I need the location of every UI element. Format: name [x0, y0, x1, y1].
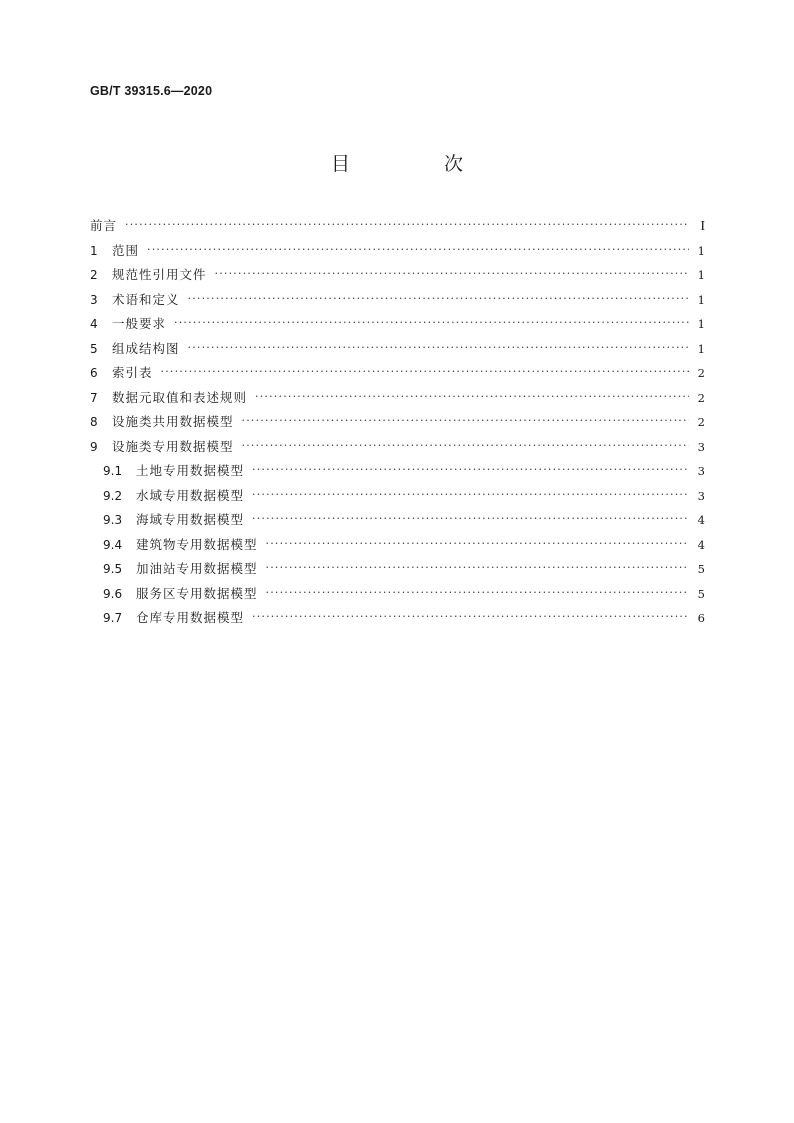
toc-dot-leader — [242, 439, 689, 452]
table-of-contents — [90, 216, 705, 633]
toc-entry-title: 术语和定义 — [112, 291, 180, 307]
toc-dot-leader — [252, 512, 689, 525]
toc-entry-number: 9 — [90, 439, 98, 454]
toc-entry-page-number: 5 — [697, 586, 705, 601]
toc-entry-title: 建筑物专用数据模型 — [136, 536, 258, 552]
toc-entry-page-number: 1 — [697, 341, 705, 356]
toc-entry-title: 设施类专用数据模型 — [112, 438, 234, 454]
toc-entry[interactable] — [90, 486, 705, 511]
toc-entry-number: 8 — [90, 415, 98, 429]
toc-entry-title: 加油站专用数据模型 — [136, 561, 258, 576]
toc-entry-number: 7 — [90, 390, 98, 405]
toc-entry-number: 4 — [90, 317, 98, 331]
toc-entry[interactable] — [90, 412, 705, 437]
toc-entry-page-number: 2 — [697, 390, 705, 405]
toc-entry-number: 9.4 — [103, 537, 123, 552]
toc-entry-page-number: I — [700, 219, 705, 234]
toc-entry-page-number: 5 — [697, 562, 705, 576]
toc-entry[interactable] — [90, 388, 705, 413]
toc-entry[interactable] — [90, 216, 705, 241]
toc-entry-number: 9.3 — [103, 513, 123, 527]
toc-entry[interactable] — [90, 584, 705, 609]
toc-entry-page-number: 1 — [697, 268, 705, 282]
toc-entry-title: 仓库专用数据模型 — [136, 610, 245, 625]
toc-dot-leader — [255, 390, 689, 403]
toc-entry-title: 水域专用数据模型 — [136, 487, 245, 503]
toc-entry[interactable] — [90, 314, 705, 339]
toc-entry-page-number: 3 — [697, 464, 705, 478]
toc-entry[interactable] — [90, 241, 705, 266]
toc-entry-page-number: 2 — [697, 366, 705, 380]
toc-entry-title: 土地专用数据模型 — [136, 463, 245, 478]
toc-entry-title: 服务区专用数据模型 — [136, 585, 258, 601]
toc-dot-leader — [266, 586, 689, 599]
toc-dot-leader — [252, 463, 689, 476]
toc-entry-page-number: 2 — [697, 415, 705, 429]
toc-dot-leader — [266, 537, 689, 550]
toc-entry-title: 前言 — [90, 218, 118, 233]
toc-entry-page-number: 3 — [697, 439, 705, 454]
toc-entry-number: 9.5 — [103, 562, 123, 576]
toc-dot-leader — [125, 218, 689, 231]
toc-entry[interactable] — [90, 510, 705, 535]
toc-entry-title: 范围 — [112, 242, 140, 258]
toc-entry-number: 9.2 — [103, 488, 123, 503]
standard-number: GB/T 39315.6—2020 — [90, 84, 213, 98]
toc-entry-number: 2 — [90, 268, 98, 282]
toc-entry-title: 海域专用数据模型 — [136, 512, 245, 527]
toc-entry[interactable] — [90, 461, 705, 486]
toc-entry-number: 5 — [90, 341, 98, 356]
toc-entry-number: 9.7 — [103, 611, 123, 625]
toc-entry[interactable] — [90, 265, 705, 290]
toc-dot-leader — [252, 488, 689, 501]
toc-entry-number: 6 — [90, 366, 98, 380]
toc-entry-page-number: 3 — [697, 488, 705, 503]
toc-entry-page-number: 4 — [697, 537, 705, 552]
toc-entry-title: 索引表 — [112, 365, 153, 380]
toc-dot-leader — [174, 316, 689, 329]
toc-entry-title: 一般要求 — [112, 316, 167, 331]
toc-entry[interactable] — [90, 559, 705, 584]
toc-entry-title: 规范性引用文件 — [112, 267, 207, 282]
toc-dot-leader — [188, 341, 689, 354]
toc-dot-leader — [188, 292, 689, 305]
toc-dot-leader — [242, 414, 689, 427]
toc-entry-page-number: 1 — [697, 317, 705, 331]
toc-dot-leader — [215, 267, 689, 280]
toc-dot-leader — [161, 365, 689, 378]
toc-entry[interactable] — [90, 363, 705, 388]
page-title: 目 次 — [330, 153, 508, 175]
toc-entry-page-number: 1 — [697, 292, 705, 307]
toc-entry-number: 9.1 — [103, 464, 123, 478]
toc-entry[interactable] — [90, 437, 705, 462]
toc-entry[interactable] — [90, 339, 705, 364]
toc-entry-number: 1 — [90, 243, 98, 258]
toc-entry-title: 数据元取值和表述规则 — [112, 389, 248, 405]
toc-entry-page-number: 1 — [697, 243, 705, 258]
toc-dot-leader — [266, 561, 689, 574]
toc-entry[interactable] — [90, 290, 705, 315]
toc-entry-page-number: 4 — [697, 513, 705, 527]
toc-entry-number: 3 — [90, 292, 98, 307]
toc-entry-page-number: 6 — [697, 611, 705, 625]
toc-entry[interactable] — [90, 608, 705, 633]
toc-entry-title: 设施类共用数据模型 — [112, 414, 234, 429]
toc-dot-leader — [147, 243, 689, 256]
toc-entry-number: 9.6 — [103, 586, 123, 601]
toc-entry[interactable] — [90, 535, 705, 560]
toc-entry-title: 组成结构图 — [112, 340, 180, 356]
toc-dot-leader — [252, 610, 689, 623]
